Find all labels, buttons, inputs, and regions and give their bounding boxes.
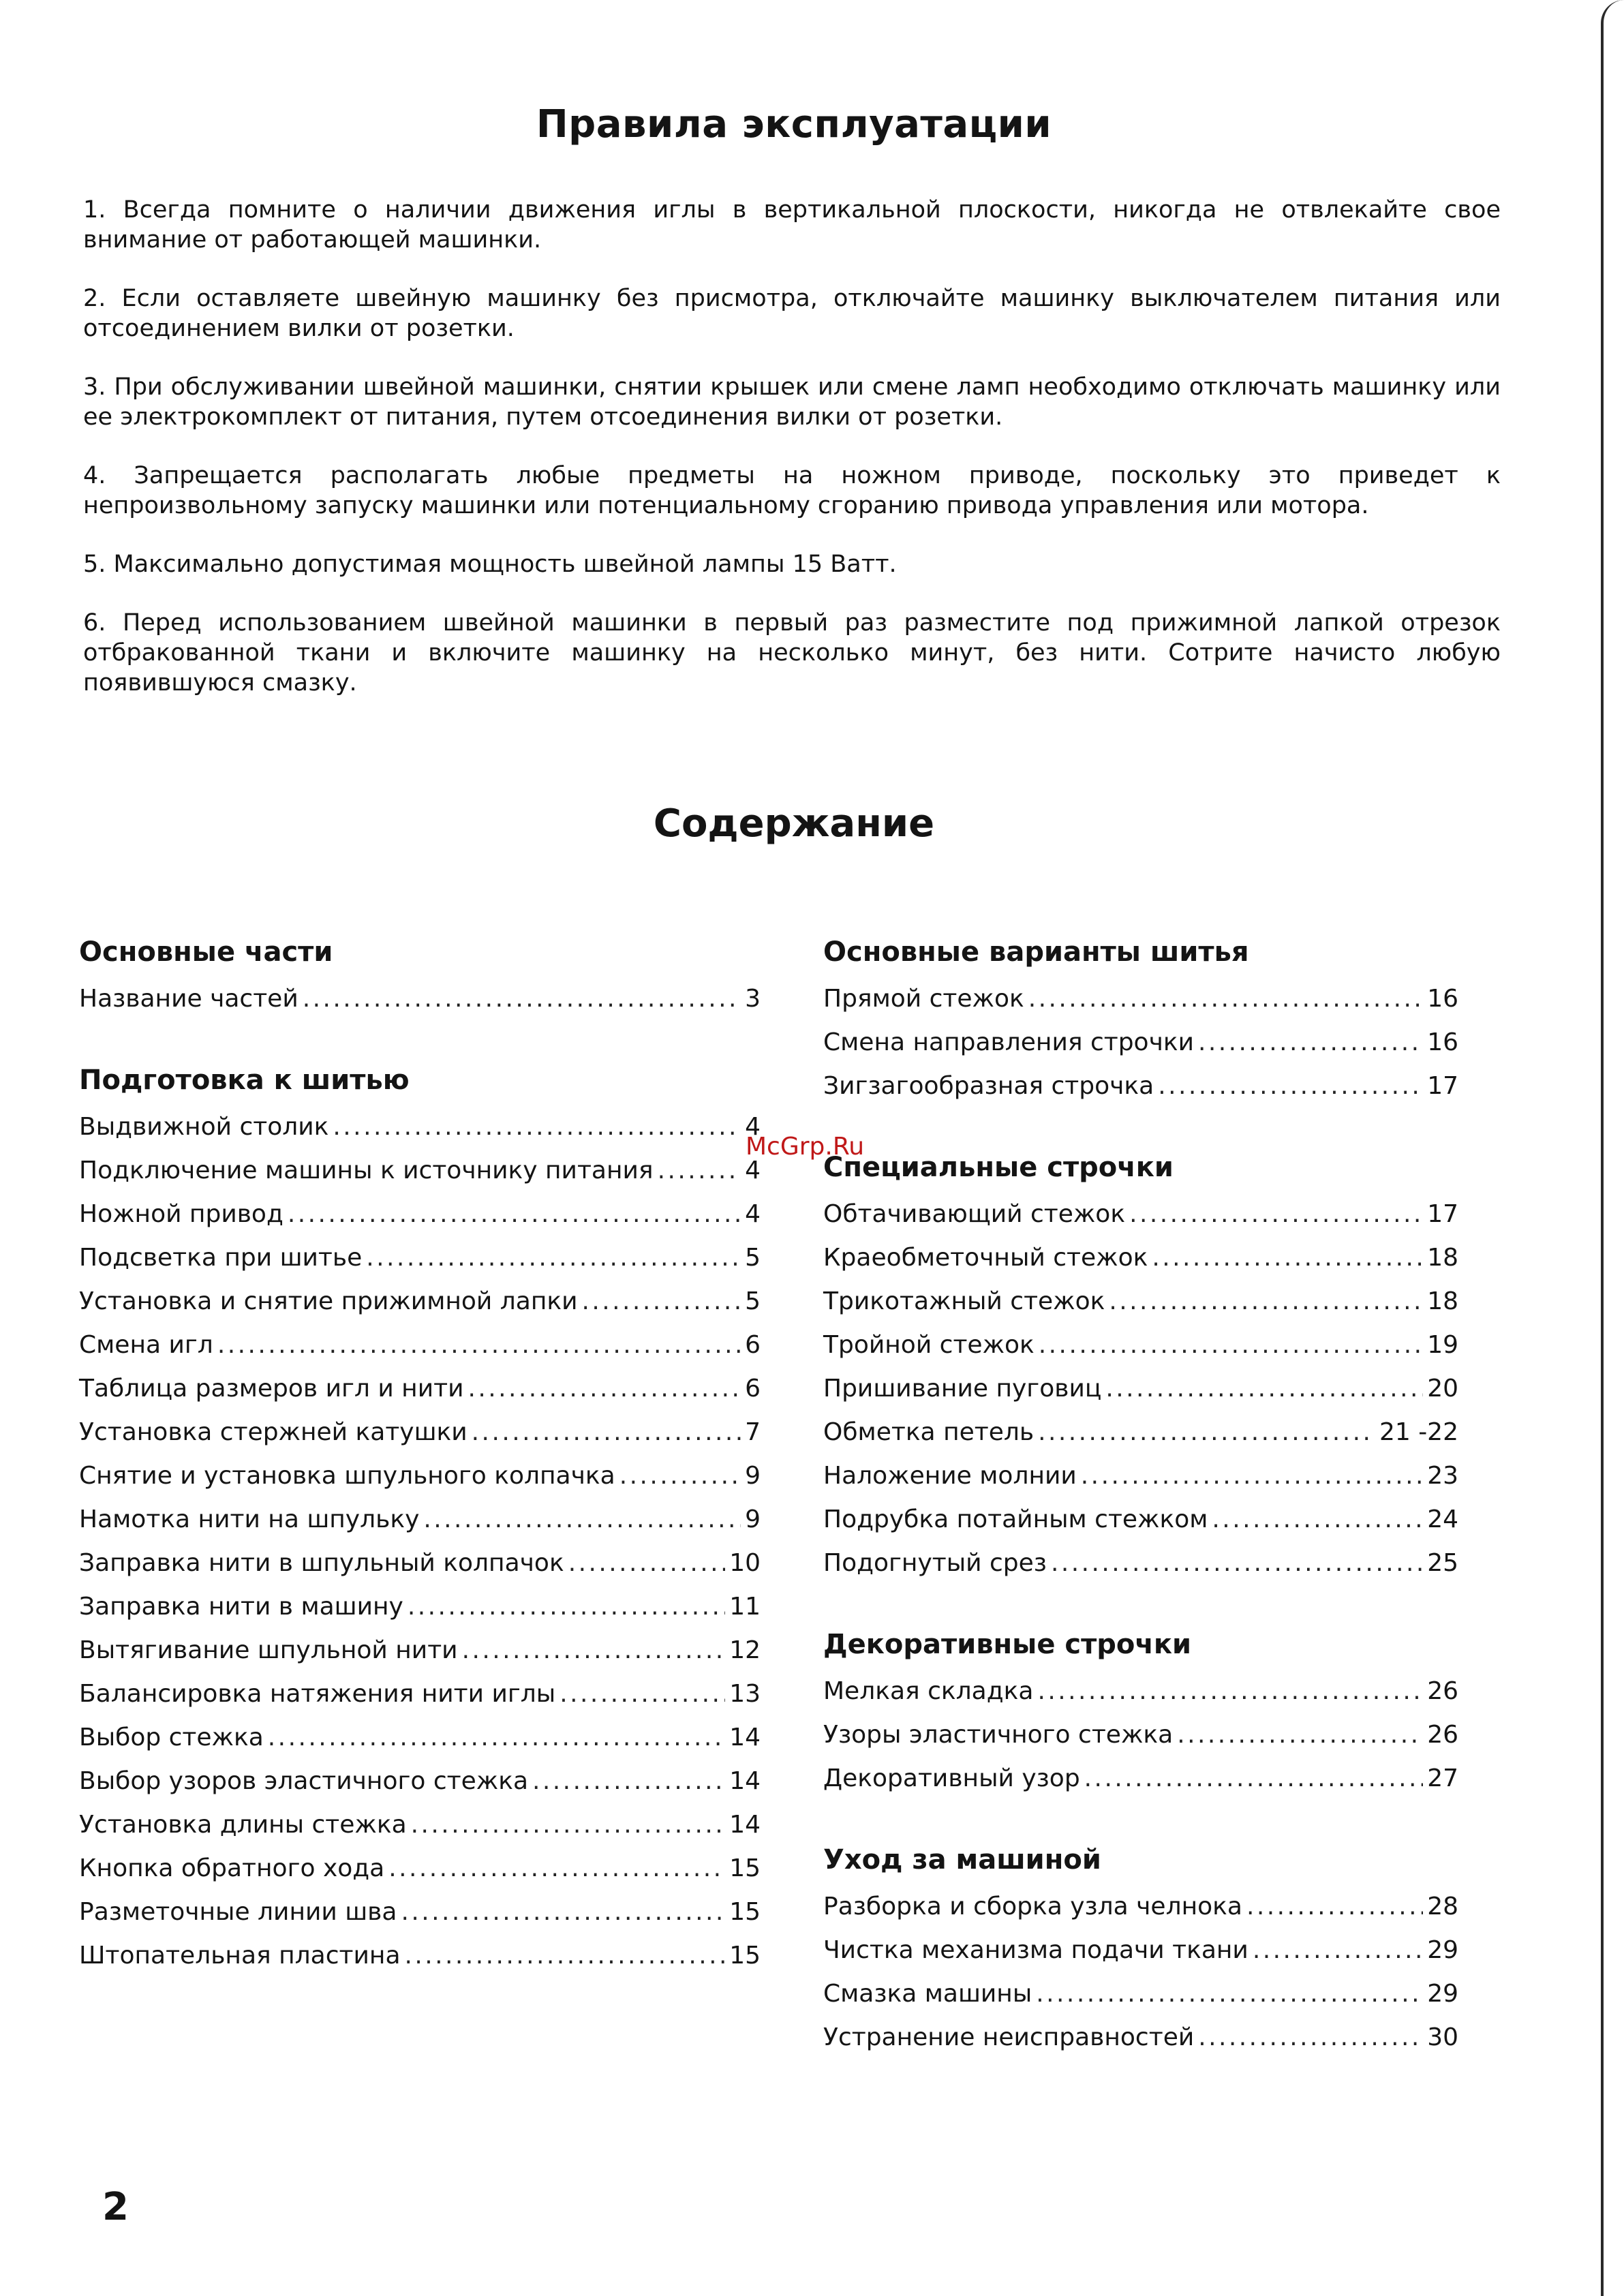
toc-entry-page: 7	[745, 1418, 761, 1446]
toc-entry-page: 15	[729, 1854, 761, 1882]
toc-entry[interactable]	[823, 977, 1458, 1021]
toc-section	[823, 935, 1458, 1108]
toc-entry-page: 17	[1427, 1072, 1458, 1100]
toc-entry-page: 25	[1427, 1549, 1458, 1577]
toc-entry[interactable]	[79, 1542, 761, 1585]
toc-entry-title: Таблица размеров игл и нити	[79, 1375, 464, 1403]
toc-entry[interactable]	[823, 2016, 1458, 2060]
toc-dot-leader	[401, 1891, 725, 1934]
toc-section	[823, 1150, 1458, 1585]
toc-entry[interactable]	[823, 1280, 1458, 1323]
toc-dot-leader	[619, 1454, 741, 1498]
toc-entry-title: Штопательная пластина	[79, 1942, 401, 1970]
toc-dot-leader	[268, 1716, 725, 1760]
toc-entry-title: Подключение машины к источнику питания	[79, 1157, 654, 1184]
toc-entry-page: 16	[1427, 985, 1458, 1013]
toc-dot-leader	[1212, 1498, 1423, 1542]
toc-entry-title: Смена направления строчки	[823, 1028, 1194, 1056]
toc-dot-leader	[1253, 1929, 1423, 1972]
toc-entry[interactable]	[79, 977, 761, 1021]
toc-entry-title: Краеобметочный стежок	[823, 1244, 1148, 1272]
toc-entry-page: 29	[1427, 1980, 1458, 2008]
toc-entry-title: Чистка механизма подачи ткани	[823, 1936, 1248, 1964]
toc-entry[interactable]	[79, 1193, 761, 1236]
toc-entry-page: 4	[745, 1200, 761, 1228]
toc-entry-page: 18	[1427, 1287, 1458, 1315]
toc-entry-title: Обтачивающий стежок	[823, 1200, 1126, 1228]
toc-entry-title: Подсветка при шитье	[79, 1244, 363, 1272]
toc-entry-page: 13	[729, 1680, 761, 1708]
toc-section-heading: Основные части	[79, 936, 333, 968]
toc-entry[interactable]	[79, 1629, 761, 1672]
toc-entry[interactable]	[79, 1934, 761, 1978]
toc-entry-page: 27	[1427, 1764, 1458, 1792]
toc-entry-page: 9	[745, 1505, 761, 1533]
toc-entry-page: 9	[745, 1462, 761, 1490]
toc-entry[interactable]	[823, 1885, 1458, 1929]
toc-entry-title: Смазка машины	[823, 1980, 1032, 2008]
toc-dot-leader	[1039, 1323, 1423, 1367]
toc-entry[interactable]	[823, 1021, 1458, 1065]
toc-dot-leader	[468, 1367, 741, 1411]
toc-entry[interactable]	[823, 1498, 1458, 1542]
rule-item-2: 2. Если оставляете швейную машинку без присмотра, отключайте машинку выключателем питания или отсоединением вилки от розетки.	[83, 285, 1501, 342]
toc-dot-leader	[1129, 1193, 1423, 1236]
toc-dot-leader	[366, 1236, 741, 1280]
toc-entry-page: 17	[1427, 1200, 1458, 1228]
toc-entry[interactable]	[823, 1065, 1458, 1108]
toc-dot-leader	[303, 977, 741, 1021]
toc-section-heading: Основные варианты шитья	[823, 936, 1249, 968]
toc-entry-title: Кнопка обратного хода	[79, 1854, 385, 1882]
toc-entry-title: Смена игл	[79, 1331, 213, 1359]
toc-entry-title: Установка длины стежка	[79, 1811, 407, 1839]
toc-entry-title: Подогнутый срез	[823, 1549, 1047, 1577]
toc-entry[interactable]	[79, 1891, 761, 1934]
toc-entry-title: Выбор стежка	[79, 1724, 264, 1751]
toc-entry-title: Обметка петель	[823, 1418, 1035, 1446]
toc-entry[interactable]	[823, 1713, 1458, 1757]
toc-dot-leader	[1081, 1454, 1423, 1498]
toc-dot-leader	[1177, 1713, 1423, 1757]
page-number: 2	[102, 2185, 129, 2229]
toc-entry-page: 21 -22	[1379, 1418, 1458, 1446]
toc-entry[interactable]	[79, 1454, 761, 1498]
toc-entry-title: Выдвижной столик	[79, 1113, 329, 1141]
toc-entry-title: Тройной стежок	[823, 1331, 1035, 1359]
toc-entry-page: 3	[745, 985, 761, 1013]
toc-section-heading: Специальные строчки	[823, 1152, 1174, 1183]
toc-entry[interactable]	[823, 1193, 1458, 1236]
toc-entry-title: Ножной привод	[79, 1200, 284, 1228]
toc-dot-leader	[288, 1193, 741, 1236]
toc-entry[interactable]	[79, 1585, 761, 1629]
rule-item-4: 4. Запрещается располагать любые предметы на ножном приводе, поскольку это приведет к непроизвольному запуску машинки или потенциальному сгоранию привода управления или мотора.	[83, 462, 1501, 519]
toc-entry-page: 5	[745, 1287, 761, 1315]
rule-item-1: 1. Всегда помните о наличии движения иглы в вертикальной плоскости, никогда не отвлекайте свое внимание от работающей машинки.	[83, 196, 1501, 254]
toc-entry-page: 30	[1427, 2023, 1458, 2051]
toc-entry-title: Зигзагообразная строчка	[823, 1072, 1154, 1100]
toc-dot-leader	[1037, 1670, 1423, 1713]
toc-entry[interactable]	[79, 1803, 761, 1847]
toc-section	[823, 1627, 1458, 1801]
toc-entry-title: Разборка и сборка узла челнока	[823, 1893, 1242, 1920]
toc-entry-page: 15	[729, 1942, 761, 1970]
toc-section-heading: Уход за машиной	[823, 1844, 1101, 1876]
toc-dot-leader	[1198, 1021, 1423, 1065]
toc-dot-leader	[333, 1105, 741, 1149]
toc-dot-leader	[423, 1498, 741, 1542]
toc-entry-title: Вытягивание шпульной нити	[79, 1636, 458, 1664]
toc-dot-leader	[1051, 1542, 1423, 1585]
toc-entry-page: 10	[729, 1549, 761, 1577]
toc-entry[interactable]	[79, 1498, 761, 1542]
toc-entry[interactable]	[79, 1236, 761, 1280]
toc-entry-page: 11	[729, 1593, 761, 1621]
toc-entry-title: Снятие и установка шпульного колпачка	[79, 1462, 615, 1490]
toc-entry[interactable]	[823, 1670, 1458, 1713]
toc-entry-page: 26	[1427, 1721, 1458, 1749]
toc-entry-title: Установка стержней катушки	[79, 1418, 468, 1446]
toc-entry-page: 14	[729, 1811, 761, 1839]
toc-dot-leader	[408, 1585, 725, 1629]
toc-entry[interactable]	[823, 1972, 1458, 2016]
toc-section	[823, 1843, 1458, 2060]
toc-entry-page: 29	[1427, 1936, 1458, 1964]
toc-entry-page: 6	[745, 1375, 761, 1403]
toc-dot-leader	[1105, 1367, 1423, 1411]
toc-entry-page: 23	[1427, 1462, 1458, 1490]
toc-title: Содержание	[653, 801, 935, 846]
toc-entry[interactable]	[823, 1542, 1458, 1585]
rules-list	[83, 195, 1501, 726]
toc-entry-title: Узоры эластичного стежка	[823, 1721, 1174, 1749]
toc-entry-page: 20	[1427, 1375, 1458, 1403]
toc-entry[interactable]	[79, 1847, 761, 1891]
toc-entry-title: Установка и снятие прижимной лапки	[79, 1287, 578, 1315]
toc-entry-page: 4	[745, 1157, 761, 1184]
toc-entry-page: 19	[1427, 1331, 1458, 1359]
toc-entry[interactable]	[79, 1760, 761, 1803]
toc-dot-leader	[1152, 1236, 1423, 1280]
toc-dot-leader	[532, 1760, 725, 1803]
toc-entry-page: 5	[745, 1244, 761, 1272]
toc-dot-leader	[217, 1323, 741, 1367]
toc-entry-title: Подрубка потайным стежком	[823, 1505, 1208, 1533]
toc-entry[interactable]	[79, 1716, 761, 1760]
toc-entry-title: Название частей	[79, 985, 298, 1013]
toc-entry[interactable]	[79, 1411, 761, 1454]
toc-entry[interactable]	[79, 1367, 761, 1411]
toc-entry[interactable]	[823, 1367, 1458, 1411]
toc-dot-leader	[1109, 1280, 1423, 1323]
toc-section-heading: Декоративные строчки	[823, 1629, 1192, 1660]
toc-entry-page: 14	[729, 1767, 761, 1795]
toc-dot-leader	[1198, 2016, 1423, 2060]
toc-entry[interactable]	[79, 1105, 761, 1149]
toc-entry-page: 15	[729, 1898, 761, 1926]
toc-section-heading: Подготовка к шитью	[79, 1065, 410, 1096]
toc-entry-title: Заправка нити в машину	[79, 1593, 403, 1621]
toc-entry[interactable]	[823, 1236, 1458, 1280]
toc-entry-page: 24	[1427, 1505, 1458, 1533]
toc-dot-leader	[582, 1280, 741, 1323]
toc-entry[interactable]	[823, 1929, 1458, 1972]
watermark: McGrp.Ru	[746, 1133, 865, 1161]
toc-entry-title: Устранение неисправностей	[823, 2023, 1195, 2051]
toc-entry[interactable]	[823, 1411, 1458, 1454]
toc-entry[interactable]	[79, 1280, 761, 1323]
toc-dot-leader	[568, 1542, 726, 1585]
toc-dot-leader	[462, 1629, 726, 1672]
toc-entry-title: Пришивание пуговиц	[823, 1375, 1102, 1403]
toc-dot-leader	[1158, 1065, 1423, 1108]
toc-column-right	[823, 935, 1458, 2102]
rules-title: Правила эксплуатации	[536, 102, 1052, 147]
toc-entry-title: Прямой стежок	[823, 985, 1024, 1013]
toc-dot-leader	[472, 1411, 741, 1454]
rule-item-5: 5. Максимально допустимая мощность швейной лампы 15 Ватт.	[83, 551, 897, 578]
toc-dot-leader	[388, 1847, 725, 1891]
toc-entry-page: 4	[745, 1113, 761, 1141]
toc-dot-leader	[1084, 1757, 1424, 1801]
toc-dot-leader	[1038, 1411, 1375, 1454]
toc-entry-page: 26	[1427, 1677, 1458, 1705]
scan-page-edge	[1601, 0, 1624, 2296]
toc-entry-title: Балансировка натяжения нити иглы	[79, 1680, 556, 1708]
toc-entry[interactable]	[823, 1454, 1458, 1498]
toc-dot-leader	[1246, 1885, 1423, 1929]
toc-entry-title: Разметочные линии шва	[79, 1898, 397, 1926]
toc-entry[interactable]	[79, 1672, 761, 1716]
toc-section	[79, 1063, 761, 1978]
toc-section	[79, 935, 761, 1021]
toc-entry-page: 12	[729, 1636, 761, 1664]
toc-dot-leader	[1028, 977, 1423, 1021]
toc-entry[interactable]	[823, 1757, 1458, 1801]
toc-dot-leader	[658, 1149, 741, 1193]
toc-entry-page: 28	[1427, 1893, 1458, 1920]
toc-entry-title: Трикотажный стежок	[823, 1287, 1105, 1315]
toc-entry-page: 14	[729, 1724, 761, 1751]
toc-dot-leader	[405, 1934, 726, 1978]
toc-column-left	[79, 935, 761, 2020]
toc-entry-title: Наложение молнии	[823, 1462, 1077, 1490]
toc-dot-leader	[560, 1672, 725, 1716]
toc-entry-title: Заправка нити в шпульный колпачок	[79, 1549, 564, 1577]
toc-entry[interactable]	[823, 1323, 1458, 1367]
rule-item-6: 6. Перед использованием швейной машинки в первый раз разместите под прижимной лапкой отрезок отбракованной ткани и включите машинку на несколько минут, без нити. Сотрите начисто любую появившуюся смазку.	[83, 609, 1501, 697]
toc-entry[interactable]	[79, 1323, 761, 1367]
toc-dot-leader	[1036, 1972, 1423, 2016]
toc-entry[interactable]	[79, 1149, 761, 1193]
rule-item-3: 3. При обслуживании швейной машинки, снятии крышек или смене ламп необходимо отключать машинку или ее электрокомплект от питания, путем отсоединения вилки от розетки.	[83, 373, 1501, 431]
toc-entry-page: 16	[1427, 1028, 1458, 1056]
toc-entry-title: Декоративный узор	[823, 1764, 1080, 1792]
toc-entry-title: Выбор узоров эластичного стежка	[79, 1767, 529, 1795]
toc-entry-page: 6	[745, 1331, 761, 1359]
toc-entry-title: Намотка нити на шпульку	[79, 1505, 420, 1533]
toc-entry-title: Мелкая складка	[823, 1677, 1034, 1705]
toc-entry-page: 18	[1427, 1244, 1458, 1272]
toc-dot-leader	[411, 1803, 726, 1847]
